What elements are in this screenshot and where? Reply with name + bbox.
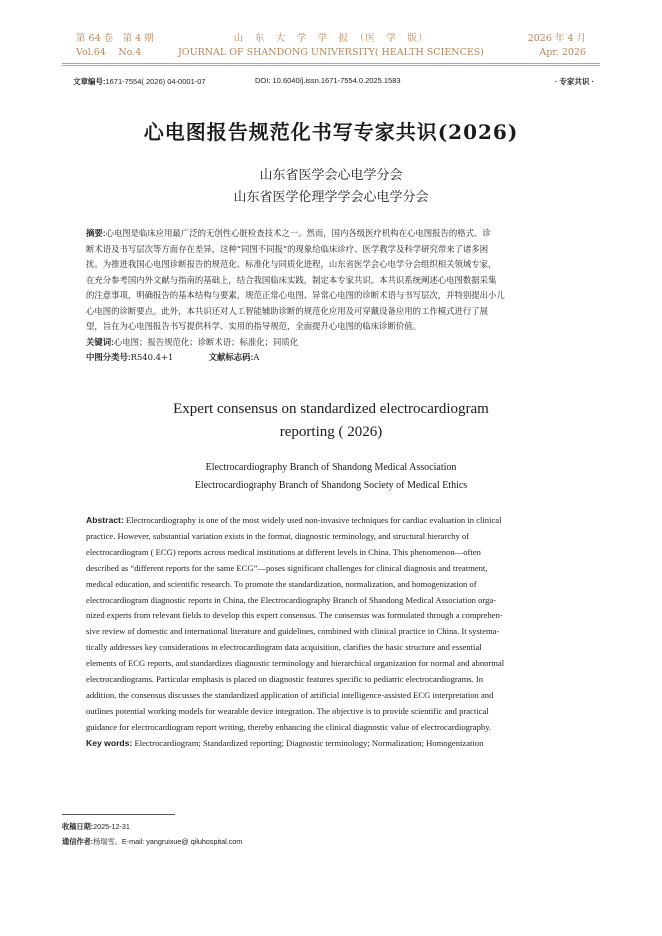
volume-issue-cn: 第 64 卷 第 4 期 xyxy=(76,33,154,44)
document-code: A xyxy=(253,352,260,362)
abstract-en-line: described as “different reports for the same ECG”—poses significant challenges for clinical diagnosis and treatment, xyxy=(86,562,488,573)
affiliation-cn-1: 山东省医学会心电学分会 xyxy=(259,168,403,183)
title-en xyxy=(0,398,662,444)
abstract-en-line: electrocardiograms. Particular emphasis is placed on diagnostic features specific to pediatric electrocardiograms. In xyxy=(86,674,484,685)
abstract-cn-line: 扰。为推进我国心电图诊断报告的规范化、标准化与同质化进程，山东省医学会心电学分会组织相关领域专家， xyxy=(86,259,497,269)
abstract-cn-line: 望，旨在为心电图报告书写提供科学、实用的指导规范，全面提升心电图的临床诊断价值。 xyxy=(86,321,421,331)
issue-date-en: Apr. 2026 xyxy=(539,47,586,58)
abstract-cn-line: 在充分参考国内外文献与指南的基础上，结合我国临床实践，制定本专家共识。本共识系统阐述心电图数据采集 xyxy=(86,274,497,285)
abstract-en-line: sive review of domestic and international literature and guidelines, combined with clinical practice in China. It systema- xyxy=(86,626,500,637)
header-rule-top xyxy=(62,63,600,64)
abstract-en-line: elements of ECG reports, and standardizes diagnostic terminology and hierarchical organization for normal and abnormal xyxy=(86,658,505,669)
abstract-en-line: Abstract: Electrocardiography is one of the most widely used non-invasive techniques for cardiac evaluation in clinical xyxy=(86,515,502,525)
issue-date-cn: 2026 年 4 月 xyxy=(527,33,586,44)
title-en-line-2: reporting ( 2026) xyxy=(279,424,383,440)
abstract-cn-line: 摘要:心电图是临床应用最广泛的无创性心脏检查技术之一。然而，国内各级医疗机构在心电图报告的格式、诊 xyxy=(86,228,491,238)
abstract-cn-line: 心电图的诊断要点。此外，本共识还对人工智能辅助诊断的规范化应用及可穿戴设备应用的工作模式进行了展 xyxy=(86,305,488,316)
article-number: 文章编号:1671-7554( 2026) 04-0001-07 xyxy=(73,77,206,86)
classification: 中图分类号:R540.4+1 文献标志码:A xyxy=(86,352,260,362)
header-rule-bottom xyxy=(62,65,600,66)
title-cn: 心电图报告规范化书写专家共识(2026) xyxy=(143,120,519,144)
footnote-rule xyxy=(62,814,175,815)
abstract-en-line: electrocardiogram diagnostic reports in China, the Electrocardiography Branch of Shandong Medical Association orga- xyxy=(86,594,497,605)
affiliation-en-2: Electrocardiography Branch of Shandong Society of Medical Ethics xyxy=(194,480,468,491)
abstract-cn-line: 的注意事项，明确报告的基本结构与要素，规范正常心电图、异常心电图的诊断术语与书写层次，并特别提出小儿 xyxy=(86,290,505,300)
section-tag: · 专家共识 · xyxy=(554,77,594,86)
abstract-en-line: tically addresses key considerations in electrocardiogram data acquisition, clarifies the basic structure and essential xyxy=(86,642,482,653)
journal-title-cn: 山 东 大 学 学 报 （医 学 版） xyxy=(233,33,429,44)
abstract-en-line: nized experts from relevant fields to develop this expert consensus. The consensus was formulated through a comprehen- xyxy=(86,610,503,621)
abstract-en-line: electrocardiogram ( ECG) reports across medical institutions at different levels in China. This phenomenon—often xyxy=(86,546,481,557)
abstract-en-line: addition, the consensus discusses the standardized application of artificial intelligence-assisted ECG interpretation and xyxy=(86,689,494,700)
corresponding-author: 通信作者:杨瑞雪。E-mail: yangruixue@ qiluhospital.com xyxy=(62,837,243,846)
affiliation-cn-2: 山东省医学伦理学学会心电学分会 xyxy=(233,190,429,205)
clc-code: R540.4+1 xyxy=(130,352,174,362)
abstract-en xyxy=(86,513,576,752)
abstract-en-line: outlines potential working models for wearable device integration. The objective is to provide scientific and practical xyxy=(86,705,489,716)
abstract-en-line: practice. However, substantial variation exists in the format, diagnostic terminology, and structural hierarchy of xyxy=(86,530,470,541)
abstract-cn xyxy=(86,226,576,366)
received-date: 收稿日期:2025-12-31 xyxy=(62,822,130,831)
title-en-line-1: Expert consensus on standardized electrocardiogram xyxy=(173,401,489,417)
abstract-en-line: medical education, and scientific research. To promote the standardization, normalization, and homogenization of xyxy=(86,578,477,589)
keywords-cn: 关键词:心电图；报告规范化；诊断术语；标准化；同质化 xyxy=(86,336,299,347)
abstract-en-line: guidance for electrocardiogram report writing, thereby enhancing the clinical diagnostic value of electrocardiography. xyxy=(86,721,492,732)
journal-title-en: JOURNAL OF SHANDONG UNIVERSITY( HEALTH SCIENCES) xyxy=(177,47,484,58)
keywords-en: Key words: Electrocardiogram; Standardized reporting; Diagnostic terminology; Normalization; Homogenization xyxy=(86,737,484,748)
abstract-cn-line: 断术语及书写层次等方面存在差异，这种“同图不同报”的现象给临床诊疗、医学教学及科学研究带来了诸多困 xyxy=(86,243,489,254)
affiliation-en-1: Electrocardiography Branch of Shandong Medical Association xyxy=(205,462,457,473)
volume-issue-en: Vol.64 No.4 xyxy=(76,47,142,58)
doi: DOI: 10.6040/j.issn.1671-7554.0.2025.1583 xyxy=(255,76,401,85)
